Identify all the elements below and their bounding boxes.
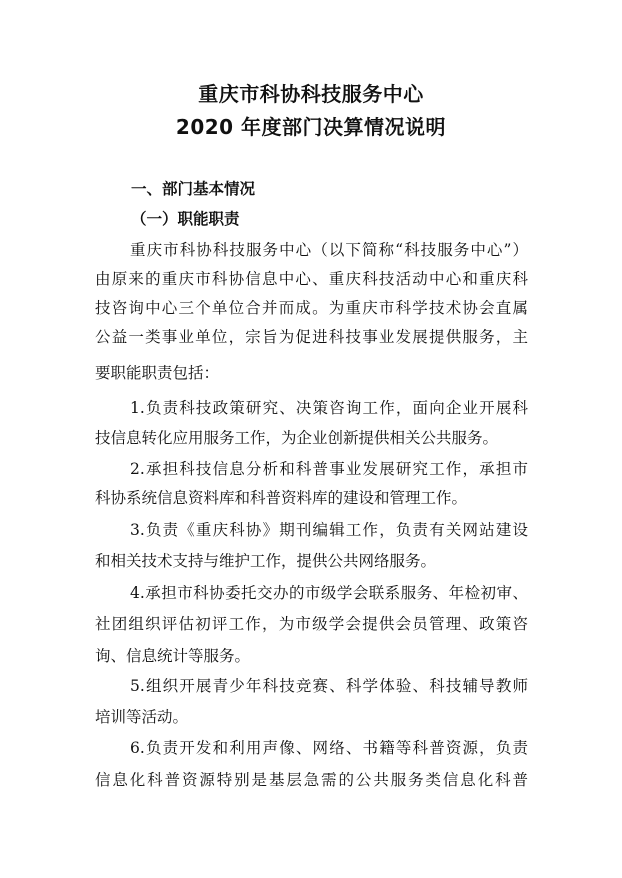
paragraph-line: 要职能职责包括：: [95, 364, 220, 382]
duty-line: 4.承担市科协委托交办的市级学会联系服务、年检初审、: [130, 584, 528, 602]
duty-line: 询、信息统计等服务。: [95, 647, 251, 665]
duty-line: 5.组织开展青少年科技竞赛、科学体验、科技辅导教师: [130, 677, 528, 695]
duty-line: 培训等活动。: [95, 708, 189, 726]
duty-line: 和相关技术支持与维护工作，提供公共网络服务。: [95, 552, 437, 570]
duty-line: 1.负责科技政策研究、决策咨询工作，面向企业开展科: [130, 399, 528, 417]
duty-line: 3.负责《重庆科协》期刊编辑工作，负责有关网站建设: [130, 521, 528, 539]
subsection-heading-duties: （一）职能职责: [131, 210, 240, 228]
duty-line: 6.负责开发和利用声像、网络、书籍等科普资源，负责: [130, 739, 528, 757]
paragraph-line: 技咨询中心三个单位合并而成。为重庆市科学技术协会直属: [95, 299, 528, 317]
document-title-line-2: 2020 年度部门决算情况说明: [175, 115, 447, 139]
duty-line: 社团组织评估初评工作，为市级学会提供会员管理、政策咨: [95, 615, 528, 633]
duty-line: 2.承担科技信息分析和科普事业发展研究工作，承担市: [130, 460, 528, 478]
paragraph-line: 重庆市科协科技服务中心（以下简称“科技服务中心”）: [130, 241, 528, 259]
duty-line: 技信息转化应用服务工作，为企业创新提供相关公共服务。: [95, 429, 499, 447]
paragraph-line: 由原来的重庆市科协信息中心、重庆科技活动中心和重庆科: [95, 270, 528, 288]
document-title-line-1: 重庆市科协科技服务中心: [198, 82, 424, 106]
duty-line: 信息化科普资源特别是基层急需的公共服务类信息化科普: [95, 771, 528, 789]
paragraph-line: 公益一类事业单位，宗旨为促进科技事业发展提供服务，主: [95, 328, 528, 346]
duty-line: 科协系统信息资料库和科普资料库的建设和管理工作。: [95, 489, 468, 507]
section-heading-basic-info: 一、部门基本情况: [131, 180, 256, 198]
